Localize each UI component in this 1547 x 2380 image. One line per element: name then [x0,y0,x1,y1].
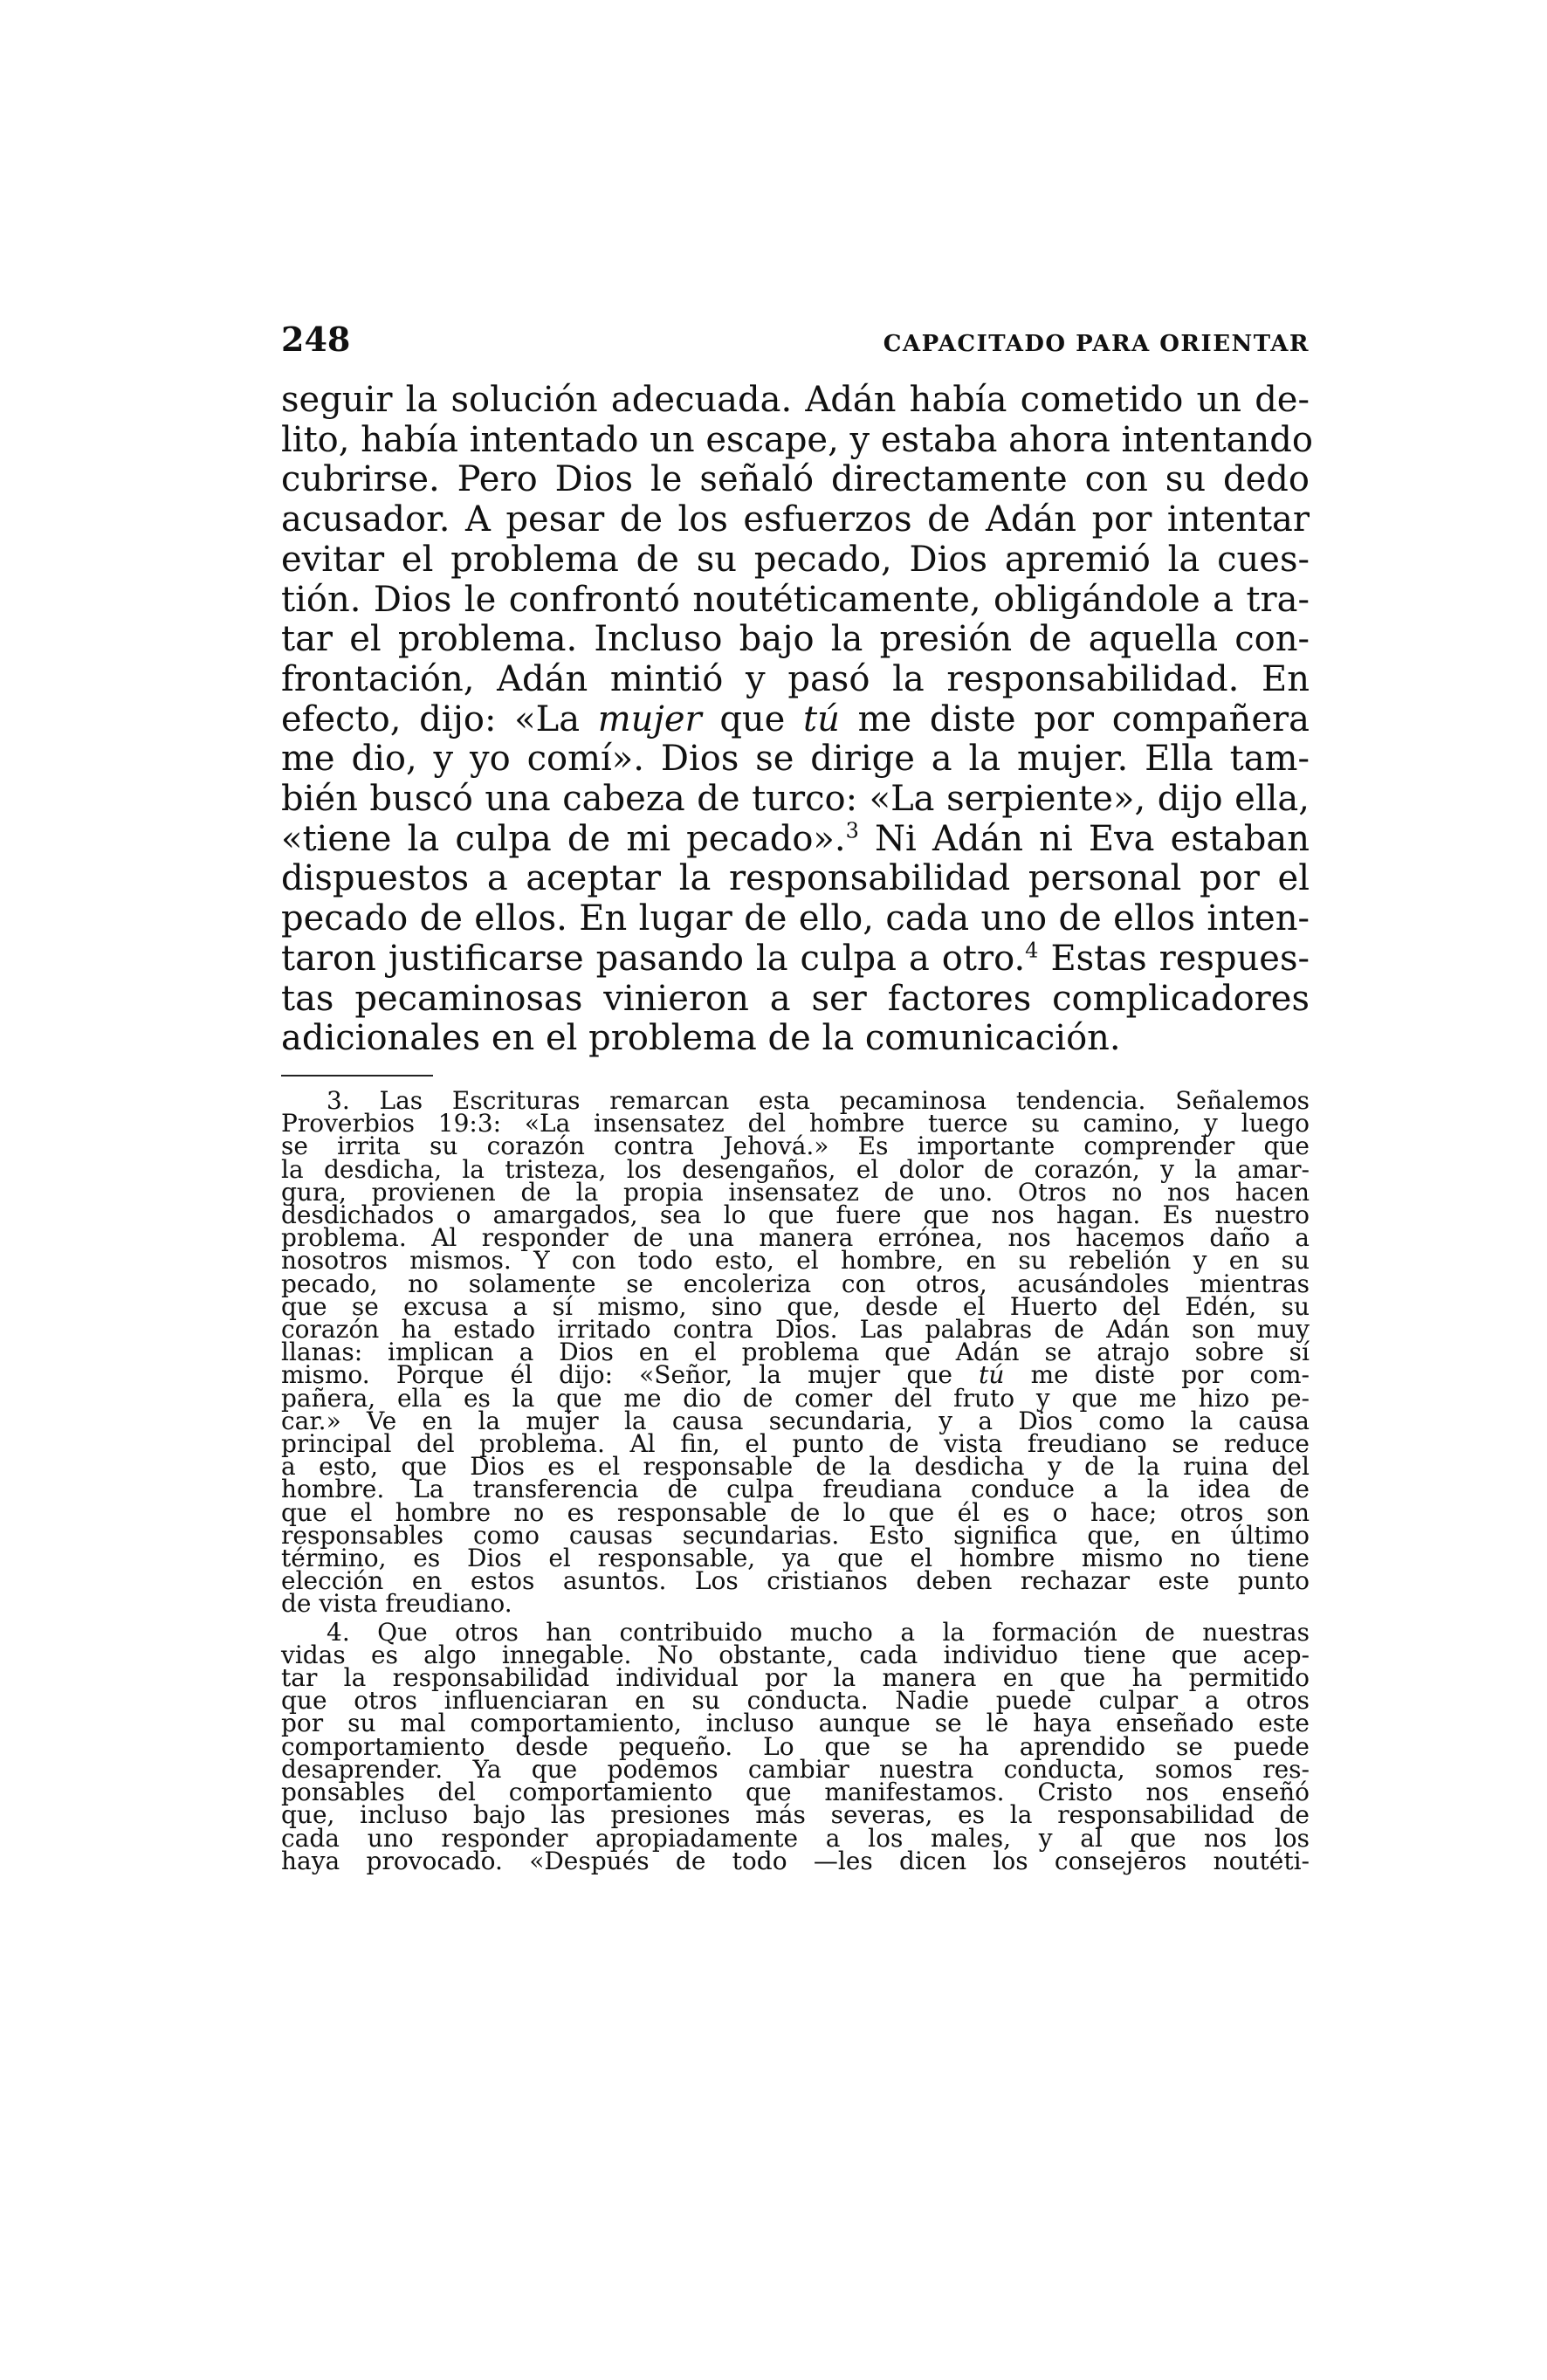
footnote-text-segment: mismo. Porque él dijo: «Señor, la mujer que [281,1360,953,1390]
footnote-line: 4. Que otros han contribuido mucho a la formación de nuestras [327,1617,1310,1647]
footnote-3 [281,1086,1310,1619]
body-paragraph [281,380,1313,1059]
footnote-line: principal del problema. Al fin, el punto de vista freudiano se reduce [281,1429,1310,1459]
body-line [281,820,1310,860]
footnote-line: hombre. La transferencia de culpa freudiana conduce a la idea de [281,1475,1310,1504]
body-line: frontación, Adán mintió y pasó la responsabilidad. En [281,658,1310,699]
footnote-ref-3: 3 [845,818,859,843]
footnote-line: que el hombre no es responsable de lo que él es o hace; otros son [281,1497,1310,1527]
body-line: tar el problema. Incluso bajo la presión de aquella con- [281,619,1310,660]
body-text-segment: Estas respues- [1050,938,1310,979]
body-text-segment: Ni Adán ni Eva estaban [875,818,1310,859]
footnote-line: gura, provienen de la propia insensatez de uno. Otros no nos hacen [281,1177,1310,1207]
body-text-segment: efecto, dijo: «La [281,698,581,739]
footnote-line: problema. Al responder de una manera errónea, nos hacemos daño a [281,1223,1310,1253]
body-text-segment: «tiene la culpa de mi pecado». [281,818,846,859]
body-line: dispuestos a aceptar la responsabilidad personal por el [281,858,1310,899]
footnote-line: por su mal comportamiento, incluso aunque se le haya enseñado este [281,1709,1310,1738]
italic-word: mujer [597,698,702,739]
italic-word: tú [803,698,840,739]
footnote-line: pecado, no solamente se encoleriza con otros, acusándoles mientras [281,1269,1310,1298]
body-line: cubrirse. Pero Dios le señaló directamente con su dedo [281,459,1310,500]
footnote-line: término, es Dios el responsable, ya que el hombre mismo no tiene [281,1544,1310,1573]
footnote-line: pañera, ella es la que me dio de comer del fruto y que me hizo pe- [281,1383,1310,1413]
footnote-line: que, incluso bajo las presiones más severas, es la responsabilidad de [281,1800,1310,1830]
footnote-line: de vista freudiano. [281,1589,512,1619]
footnote-line: vidas es algo innegable. No obstante, cada individuo tiene que acep- [281,1640,1310,1669]
footnote-line: la desdicha, la tristeza, los desengaños, el dolor de corazón, y la amar- [281,1154,1310,1184]
body-line: acusador. A pesar de los esfuerzos de Adán por intentar [281,499,1310,540]
footnote-line: cada uno responder apropiadamente a los males, y al que nos los [281,1823,1310,1853]
footnote-line: car.» Ve en la mujer la causa secundaria, y a Dios como la causa [281,1406,1310,1435]
body-line: lito, había intentado un escape, y estaba ahora intentando [281,419,1313,460]
body-line: pecado de ellos. En lugar de ello, cada uno de ellos inten- [281,898,1310,939]
footnote-line: llanas: implican a Dios en el problema que Adán se atrajo sobre sí [281,1338,1310,1367]
body-line: evitar el problema de su pecado, Dios apremió la cues- [281,539,1310,580]
italic-word: tú [979,1360,1005,1390]
body-line: seguir la solución adecuada. Adán había cometido un de- [281,380,1310,420]
footnote-text-segment: me diste por com- [1030,1360,1310,1390]
body-line [281,700,1310,740]
body-text-segment: taron justificarse pasando la culpa a otro. [281,938,1026,979]
footnote-ref-4: 4 [1025,938,1039,963]
footnotes [281,1086,1310,1875]
footnote-4 [281,1617,1310,1875]
footnote-line: 3. Las Escrituras remarcan esta pecaminosa tendencia. Señalemos [327,1086,1310,1115]
footnote-line: Proverbios 19:3: «La insensatez del hombre tuerce su camino, y luego [281,1109,1310,1138]
footnote-line: haya provocado. «Después de todo —les dicen los consejeros noutéti- [281,1846,1310,1875]
body-line: tión. Dios le confrontó noutéticamente, obligándole a tra- [281,579,1310,620]
footnote-line: que se excusa a sí mismo, sino que, desde el Huerto del Edén, su [281,1291,1310,1321]
footnote-line: desdichados o amargados, sea lo que fuere que nos hagan. Es nuestro [281,1200,1310,1230]
footnote-line: desaprender. Ya que podemos cambiar nuestra conducta, somos res- [281,1754,1310,1784]
footnote-line: responsables como causas secundarias. Esto significa que, en último [281,1520,1310,1550]
footnote-line: elección en estos asuntos. Los cristianos deben rechazar este punto [281,1566,1310,1596]
body-line: tas pecaminosas vinieron a ser factores complicadores [281,978,1310,1019]
body-line: bién buscó una cabeza de turco: «La serpiente», dijo ella, [281,779,1310,820]
body-line: me dio, y yo comí». Dios se dirige a la mujer. Ella tam- [281,739,1310,780]
footnote-line: nosotros mismos. Y con todo esto, el hombre, en su rebelión y en su [281,1246,1310,1276]
footnote-rule [281,1075,433,1077]
footnote-line: que otros influenciaran en su conducta. Nadie puede culpar a otros [281,1686,1310,1716]
body-line: adicionales en el problema de la comunicación. [281,1018,1121,1059]
body-text-segment: me diste por compañera [857,698,1310,739]
page-number: 248 [281,320,351,359]
footnote-line: corazón ha estado irritado contra Dios. Las palabras de Adán son muy [281,1315,1310,1345]
footnote-line: se irrita su corazón contra Jehová.» Es importante comprender que [281,1132,1310,1161]
body-text-segment: que [719,698,786,739]
footnote-line: tar la responsabilidad individual por la manera en que ha permitido [281,1663,1310,1693]
body-line [281,939,1310,980]
running-head: CAPACITADO PARA ORIENTAR [883,331,1310,357]
footnote-line: ponsables del comportamiento que manifestamos. Cristo nos enseñó [281,1778,1310,1807]
footnote-line: comportamiento desde pequeño. Lo que se ha aprendido se puede [281,1731,1310,1761]
footnote-line: a esto, que Dios es el responsable de la desdicha y de la ruina del [281,1452,1310,1482]
page-header [281,320,1310,363]
